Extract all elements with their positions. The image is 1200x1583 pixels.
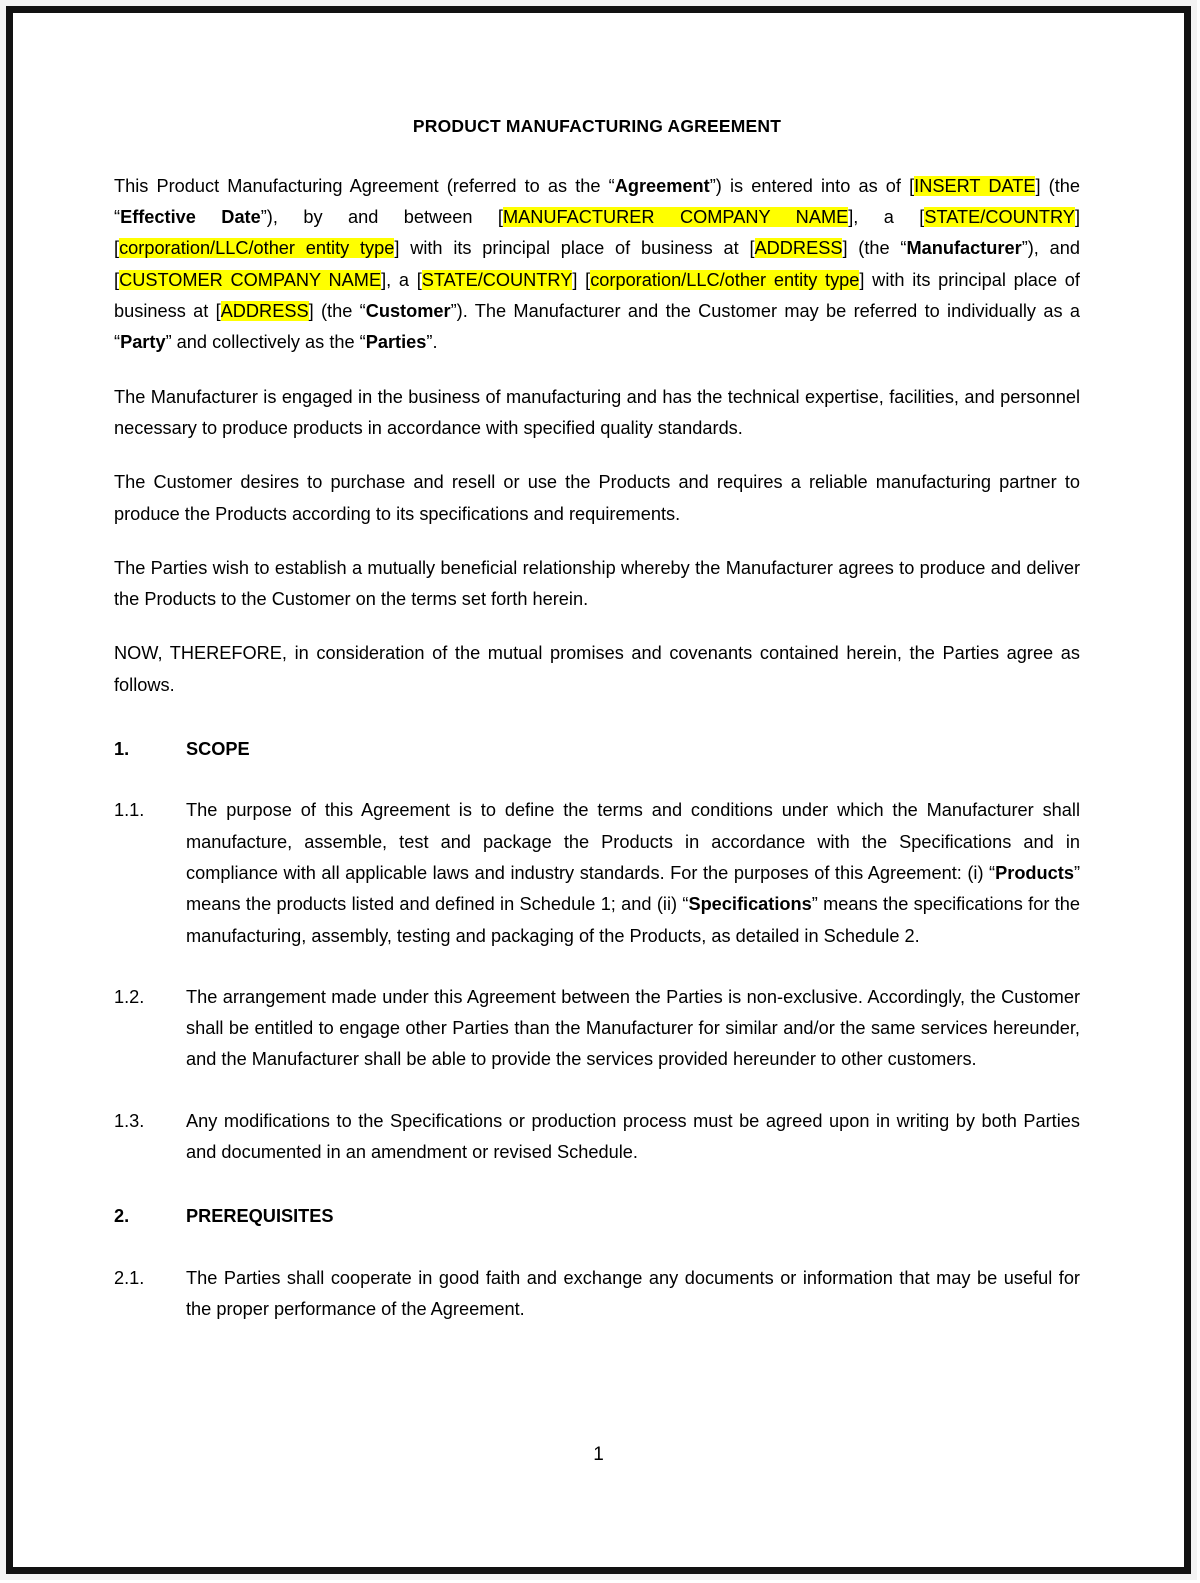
clause-number: 1.3. xyxy=(114,1110,145,1131)
text-segment: ] [ xyxy=(114,207,1080,259)
clause-text: Any modifications to the Specifications or production process must be agreed upon in writing by both Parties and documented in an amendment or revised Schedule. xyxy=(186,1110,1080,1162)
text-segment: ] with its principal place of business at [ xyxy=(394,238,755,259)
clause-text xyxy=(186,795,1080,951)
clause-text: The Parties shall cooperate in good faith and exchange any documents or information that may be useful for the proper performance of the Agreement. xyxy=(186,1267,1080,1319)
defined-term-effective-date: Effective Date xyxy=(120,207,261,228)
clause-number: 2.1. xyxy=(114,1267,145,1288)
section-title: PREREQUISITES xyxy=(186,1206,334,1227)
placeholder-manufacturer-company-name: MANUFACTURER COMPANY NAME xyxy=(502,207,849,228)
text-segment: ] (the “ xyxy=(114,175,1081,228)
preamble-paragraph-customer-desire: The Customer desires to purchase and resell or use the Products and requires a reliable manufacturing partner to produce the Products according to its specifications and requirements. xyxy=(114,472,1080,524)
text-segment: ”), by and between [ xyxy=(260,207,503,228)
placeholder-manufacturer-address: ADDRESS xyxy=(754,238,843,259)
clause-number: 1.2. xyxy=(114,986,145,1007)
placeholder-customer-company-name: CUSTOMER COMPANY NAME xyxy=(119,269,382,290)
preamble-paragraph-mutual-relationship: The Parties wish to establish a mutually beneficial relationship whereby the Manufacturer agrees to produce and deliver the Products to the Customer on the terms set forth herein. xyxy=(114,557,1080,610)
defined-term-products: Products xyxy=(995,862,1074,883)
preamble-paragraph-parties xyxy=(114,171,1080,359)
text-segment: ], a [ xyxy=(848,207,925,228)
text-segment: This Product Manufacturing Agreement (referred to as the “ xyxy=(114,175,615,196)
section-number: 2. xyxy=(114,1206,130,1227)
text-segment: ”), and [ xyxy=(114,238,1080,290)
placeholder-insert-date: INSERT DATE xyxy=(914,175,1036,196)
preamble-paragraph-manufacturer-capability: The Manufacturer is engaged in the business of manufacturing and has the technical expertise, facilities, and personnel necessary to produce products in accordance with specified quality standards. xyxy=(114,386,1080,438)
text-segment: ] (the “ xyxy=(308,301,366,322)
text-segment: ”). The Manufacturer and the Customer may be referred to individually as a “ xyxy=(114,301,1080,353)
clause-2-1 xyxy=(114,1263,1080,1326)
document-body xyxy=(114,116,1080,1325)
clause-1-1 xyxy=(114,795,1080,951)
text-segment: ” and collectively as the “ xyxy=(165,332,366,353)
text-segment: ] with its principal place of business at [ xyxy=(114,269,1080,322)
text-segment: ] (the “ xyxy=(842,238,907,259)
text-segment: ], a [ xyxy=(381,269,422,290)
section-heading-scope xyxy=(114,734,1080,765)
section-number: 1. xyxy=(114,739,130,760)
defined-term-parties: Parties xyxy=(365,332,427,353)
placeholder-manufacturer-entity-type: corporation/LLC/other entity type xyxy=(119,238,395,259)
defined-term-manufacturer: Manufacturer xyxy=(906,238,1022,259)
clause-number: 1.1. xyxy=(114,800,145,821)
placeholder-customer-state-country: STATE/COUNTRY xyxy=(421,269,573,290)
section-title: SCOPE xyxy=(186,739,250,760)
text-segment: ”. xyxy=(426,332,438,353)
defined-term-party: Party xyxy=(120,332,166,353)
section-heading-prerequisites xyxy=(114,1201,1080,1232)
text-segment: The purpose of this Agreement is to define the terms and conditions under which the Manufacturer shall manufacture, assemble, test and package the Products in accordance with the Specifications and in compliance with all applicable laws and industry standards. For the purposes of this Agreement: (i) “ xyxy=(186,800,1080,883)
defined-term-specifications: Specifications xyxy=(688,894,812,915)
defined-term-customer: Customer xyxy=(365,301,451,322)
placeholder-customer-entity-type: corporation/LLC/other entity type xyxy=(590,269,860,290)
clause-text: The arrangement made under this Agreement between the Parties is non-exclusive. Accordingly, the Customer shall be entitled to engage other Parties than the Manufacturer for similar and/or the same services hereunder, and the Manufacturer shall be able to provide the services provided hereunder to other customers. xyxy=(186,986,1080,1070)
page-title: PRODUCT MANUFACTURING AGREEMENT xyxy=(412,116,782,136)
placeholder-customer-address: ADDRESS xyxy=(220,301,309,322)
text-segment: ”) is entered into as of [ xyxy=(709,175,915,196)
page-content-area xyxy=(13,13,1184,1567)
clause-1-3 xyxy=(114,1106,1080,1169)
text-segment: ] [ xyxy=(572,269,591,290)
text-segment: ” means the specifications for the manufacturing, assembly, testing and packaging of the Products, as detailed in Schedule 2. xyxy=(186,894,1080,946)
defined-term-agreement: Agreement xyxy=(614,175,710,196)
clause-1-2 xyxy=(114,982,1080,1076)
preamble-paragraph-now-therefore: NOW, THEREFORE, in consideration of the mutual promises and covenants contained herein, the Parties agree as follows. xyxy=(114,643,1080,695)
text-segment: ” means the products listed and defined in Schedule 1; and (ii) “ xyxy=(186,862,1080,915)
placeholder-manufacturer-state-country: STATE/COUNTRY xyxy=(924,207,1075,228)
page-number: 1 xyxy=(593,1444,604,1465)
